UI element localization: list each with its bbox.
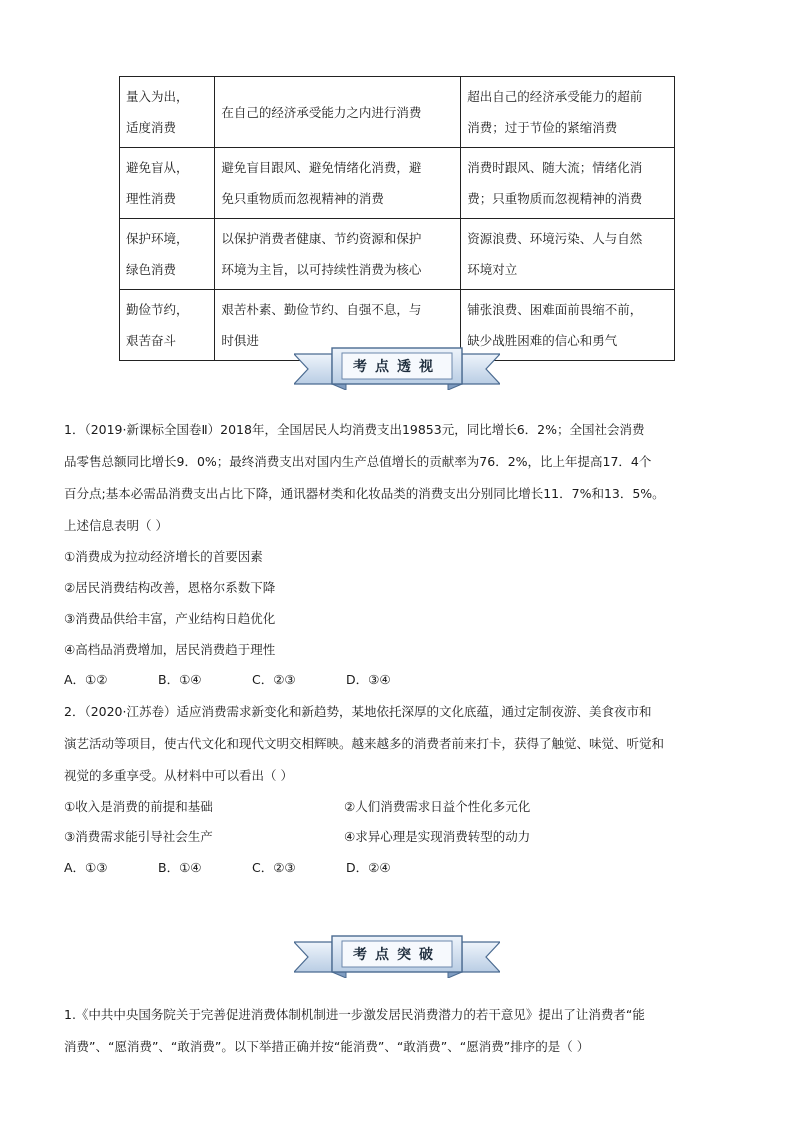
cell-text: 艰苦朴素、勤俭节约、自强不息，与: [221, 302, 422, 317]
option-statement: ④求异心理是实现消费转型的动力: [344, 829, 531, 844]
table-row: [120, 219, 675, 290]
cell-text: 超出自己的经济承受能力的超前: [467, 89, 643, 104]
cell-text: 避免盲目跟风、避免情绪化消费，避: [221, 160, 422, 175]
comparison-table: [119, 76, 675, 361]
section-banner-kaodian-toushi: [294, 346, 500, 390]
cell-text: 消费时跟风、随大流；情绪化消: [467, 160, 643, 175]
cell-text: 量入为出，: [126, 89, 189, 104]
question-text-line: 视觉的多重享受。从材料中可以看出（ ）: [64, 768, 293, 783]
cell-text: 资源浪费、环境污染、人与自然: [467, 231, 643, 246]
question-text-line: 品零售总额同比增长9．0%；最终消费支出对国内生产总值增长的贡献率为76．2%，比上年提高17．4个: [64, 454, 652, 469]
cell-text: 适度消费: [126, 120, 177, 135]
option-statement: ②居民消费结构改善，恩格尔系数下降: [64, 580, 276, 595]
answer-choice: A．①③: [64, 860, 108, 875]
cell-text: 免只重物质而忽视精神的消费: [221, 191, 384, 206]
table-cell: [461, 219, 675, 290]
cell-text: 保护环境，: [126, 231, 189, 246]
table-cell: [120, 148, 215, 219]
question-text-line: 消费”、“愿消费”、“敢消费”。以下举措正确并按“能消费”、“敢消费”、“愿消费”排序的是（ ）: [64, 1039, 590, 1054]
option-statement: ①收入是消费的前提和基础: [64, 799, 213, 814]
cell-text: 消费；过于节俭的紧缩消费: [467, 120, 618, 135]
option-statement: ③消费需求能引导社会生产: [64, 829, 213, 844]
cell-text: 勤俭节约，: [126, 302, 189, 317]
table-cell: [120, 77, 215, 148]
section-banner-kaodian-tupo: [294, 934, 500, 978]
cell-text: 铺张浪费、困难面前畏缩不前，: [467, 302, 643, 317]
cell-text: 避免盲从，: [126, 160, 189, 175]
answer-choice: D．②④: [346, 860, 391, 875]
question-text-line: 上述信息表明（ ）: [64, 518, 168, 533]
question-text-line: 1.《中共中央国务院关于完善促进消费体制机制进一步激发居民消费潜力的若干意见》提出了让消费者“能: [64, 1007, 645, 1022]
question-text-line: 演艺活动等项目，使古代文化和现代文明交相辉映。越来越多的消费者前来打卡，获得了触觉、味觉、听觉和: [64, 736, 665, 751]
answer-choice: D．③④: [346, 672, 391, 687]
table-row: [120, 148, 675, 219]
cell-text: 缺少战胜困难的信心和勇气: [467, 333, 618, 348]
option-statement: ②人们消费需求日益个性化多元化: [344, 799, 531, 814]
cell-text: 理性消费: [126, 191, 177, 206]
question-text-line: 百分点;基本必需品消费支出占比下降，通讯器材类和化妆品类的消费支出分别同比增长11．7%和13．5%。: [64, 486, 665, 501]
option-statement: ①消费成为拉动经济增长的首要因素: [64, 549, 263, 564]
table-cell: [120, 290, 215, 361]
cell-text: 以保护消费者健康、节约资源和保护: [221, 231, 422, 246]
answer-choice: C．②③: [252, 672, 296, 687]
table-cell: [215, 219, 461, 290]
answer-choice: B．①④: [158, 860, 202, 875]
question-text-line: 1．（2019·新课标全国卷Ⅱ）2018年，全国居民人均消费支出19853元，同比增长6．2%；全国社会消费: [64, 422, 645, 437]
cell-text: 环境对立: [467, 262, 518, 277]
banner-title: 考点突破: [353, 947, 441, 963]
cell-text: 费；只重物质而忽视精神的消费: [467, 191, 643, 206]
option-statement: ④高档品消费增加，居民消费趋于理性: [64, 642, 276, 657]
table-cell: [120, 219, 215, 290]
cell-text: 时俱进: [221, 333, 259, 348]
cell-text: 在自己的经济承受能力之内进行消费: [221, 104, 422, 120]
table-cell: [215, 77, 461, 148]
answer-choice: B．①④: [158, 672, 202, 687]
option-statement: ③消费品供给丰富，产业结构日趋优化: [64, 611, 276, 626]
cell-text: 环境为主旨，以可持续性消费为核心: [221, 262, 422, 277]
table-cell: [215, 148, 461, 219]
table-row: [120, 77, 675, 148]
banner-title: 考点透视: [353, 359, 441, 375]
answer-choice: A．①②: [64, 672, 108, 687]
cell-text: 绿色消费: [126, 262, 177, 277]
table-cell: [461, 77, 675, 148]
question-text-line: 2．（2020·江苏卷）适应消费需求新变化和新趋势，某地依托深厚的文化底蕴，通过定制夜游、美食夜市和: [64, 704, 652, 719]
table-cell: [461, 148, 675, 219]
answer-choice: C．②③: [252, 860, 296, 875]
cell-text: 艰苦奋斗: [126, 333, 177, 348]
